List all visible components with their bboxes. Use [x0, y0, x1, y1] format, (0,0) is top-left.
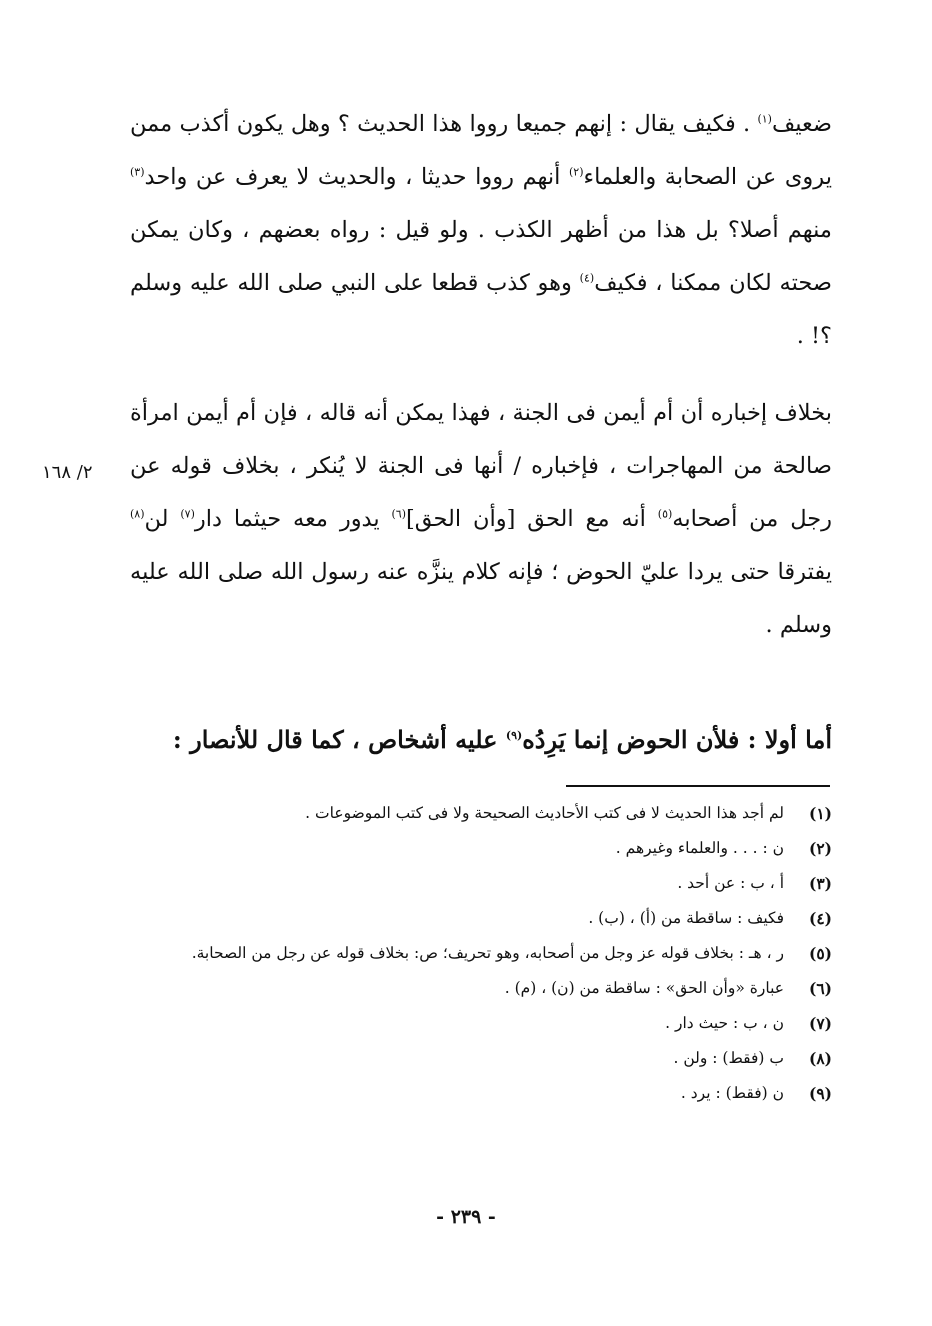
footnote: [130, 1041, 832, 1076]
footnote-text: ب (فقط) : ولن .: [673, 1049, 784, 1067]
footnote: [130, 1006, 832, 1041]
footnote-ref-4[interactable]: (٤): [579, 271, 595, 285]
footnote: [130, 796, 832, 831]
footnote: [130, 971, 832, 1006]
text-run: أنهم رووا حديثا ، والحديث لا: [296, 164, 569, 190]
heading-text: أما أولا : فلأن الحوض إنما يَرِدُه: [522, 725, 832, 754]
footnote-ref-1[interactable]: (١): [757, 112, 772, 126]
footnote-text: لم أجد هذا الحديث لا فى كتب الأحاديث الصحيحة ولا فى كتب الموضوعات .: [305, 804, 784, 822]
section-heading: [130, 718, 832, 762]
heading-text: عليه أشخاص ، كما قال للأنصار :: [172, 725, 506, 754]
text-run: وهو كذب قطعا على: [384, 270, 580, 296]
footnote-text: ر ، هـ : بخلاف قوله عز وجل من أصحابه، وهو تحريف؛ ص: بخلاف قوله عن رجل من الصحابة.: [191, 944, 784, 962]
text-run: عليه وسلم .: [130, 559, 832, 638]
main-text: [130, 98, 832, 652]
margin-page-reference: ٢/ ١٦٨: [42, 462, 93, 483]
paragraph-1: [130, 98, 832, 363]
footnote: [130, 901, 832, 936]
footnote-text: ن : . . . والعلماء وغيرهم .: [615, 839, 784, 857]
footnote-number: (٦): [808, 979, 832, 998]
text-run: امرأة صالحة من المهاجرات ، فإخباره / أنها فى الجنة لا يُنكر ، بخلاف قوله: [130, 400, 832, 479]
footnote-ref-9[interactable]: (٩): [505, 729, 523, 742]
footnote: [130, 831, 832, 866]
text-run: يعرف عن واحد: [144, 164, 288, 190]
text-run: يفترقا حتى يردا عليّ الحوض ؛ فإنه كلام ينزَّه عنه رسول الله صلى الله: [177, 559, 833, 585]
footnote-ref-8[interactable]: (٨): [130, 507, 145, 521]
footnote-number: (٤): [808, 909, 832, 928]
text-run: . فكيف يقال : إنهم جميعا رووا هذا الحديث ؟ وهل يكون: [236, 111, 758, 137]
footnote-ref-7[interactable]: (٧): [180, 507, 195, 521]
footnote-ref-2[interactable]: (٢): [569, 165, 584, 179]
text-run: أكذب ممن يروى عن الصحابة والعلماء: [130, 111, 832, 190]
footnote-separator: [566, 785, 830, 787]
page-number: - ٢٣٩ -: [436, 1206, 496, 1228]
footnote-number: (١): [808, 804, 832, 823]
text-run: منهم أصلا؟ بل هذا من أظهر الكذب . ولو قيل : رواه: [329, 217, 832, 243]
footnote: [130, 1076, 832, 1111]
text-run: يدور معه حيثما دار: [194, 506, 392, 532]
paragraph-2: [130, 387, 832, 652]
text-run: عن رجل من أصحابه: [130, 453, 833, 532]
text-run: لن: [144, 506, 169, 532]
footnote-ref-6[interactable]: (٦): [391, 507, 406, 521]
footnote: [130, 936, 832, 971]
footnote-number: (٣): [808, 874, 832, 893]
footnote-ref-3[interactable]: (٣): [130, 165, 145, 179]
footnotes: [130, 796, 832, 1111]
text-run: ضعيف: [771, 111, 833, 137]
footnote-text: أ ، ب : عن أحد .: [677, 874, 784, 892]
footnote-text: فكيف : ساقطة من (أ) ، (ب) .: [588, 909, 784, 927]
footnote-text: عبارة «وأن الحق» : ساقطة من (ن) ، (م) .: [504, 979, 784, 997]
footnote-ref-5[interactable]: (٥): [657, 507, 673, 521]
footnote-text: ن ، ب : حيث دار .: [665, 1014, 784, 1032]
footnote-number: (٧): [808, 1014, 832, 1033]
text-run: النبي صلى الله عليه وسلم ؟! .: [130, 270, 832, 349]
text-run: بعضهم ، وكان يمكن صحته لكان ممكنا ، فكيف: [130, 217, 833, 296]
footnote-number: (٥): [808, 944, 832, 963]
text-run: بخلاف إخباره أن أم أيمن فى الجنة ، فهذا يمكن أنه قاله ، فإن أم أيمن: [186, 400, 833, 426]
footnote-number: (٩): [808, 1084, 832, 1103]
footnote-text: ن (فقط) : يرد .: [680, 1084, 784, 1102]
footnote-number: (٢): [808, 839, 832, 858]
text-run: أنه مع الحق [وأن الحق]: [405, 506, 658, 532]
footnote-number: (٨): [808, 1049, 832, 1068]
footnote: [130, 866, 832, 901]
